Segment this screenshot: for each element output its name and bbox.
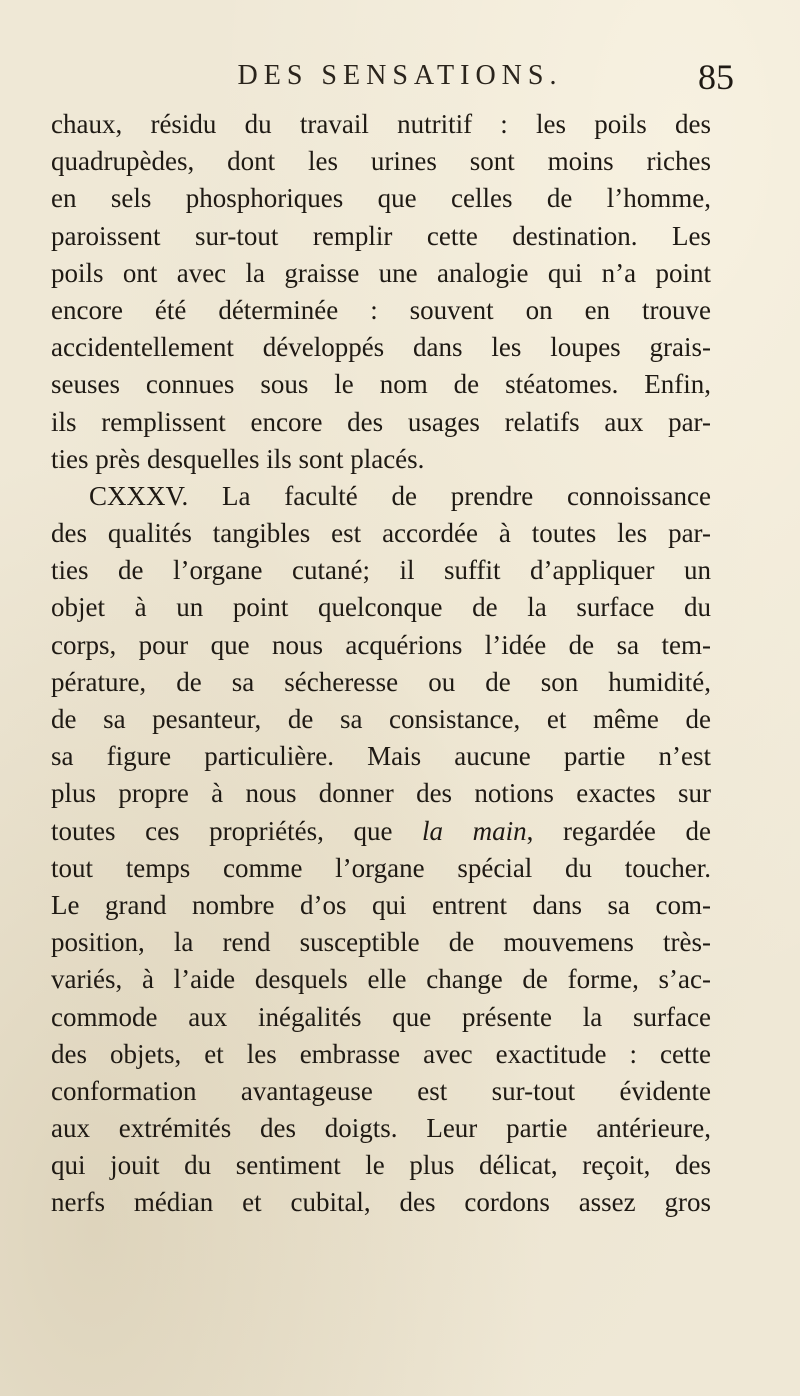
- text-line: ils remplissent encore des usages relatifs aux par-: [51, 406, 711, 437]
- text-line: tout temps comme l’organe spécial du toucher.: [51, 852, 711, 883]
- italic-term: la main: [422, 815, 527, 846]
- text-line: pérature, de sa sécheresse ou de son humidité,: [51, 666, 711, 697]
- paragraph-end-line: ties près desquelles ils sont placés.: [51, 443, 425, 474]
- text-line: chaux, résidu du travail nutritif : les poils des: [51, 109, 711, 139]
- text-line: quadrupèdes, dont les urines sont moins riches: [51, 146, 711, 177]
- text-line: paroissent sur-tout remplir cette destination. Les: [51, 220, 711, 251]
- text-line-with-italic: [51, 813, 711, 850]
- text-segment: toutes ces propriétés, que: [51, 815, 423, 846]
- text-line: poils ont avec la graisse une analogie qui n’a point: [51, 257, 711, 288]
- body-text: [51, 106, 711, 1222]
- section-opening-line: CXXXV. La faculté de prendre connoissance: [89, 480, 711, 511]
- text-line: objet à un point quelconque de la surface du: [51, 592, 711, 623]
- running-head: [50, 57, 734, 98]
- text-line: position, la rend susceptible de mouvemens très-: [51, 927, 711, 958]
- text-segment: , regardée de: [526, 815, 711, 846]
- running-title: DES SENSATIONS.: [237, 60, 563, 91]
- text-line: en sels phosphoriques que celles de l’homme,: [51, 183, 711, 214]
- text-line: sa figure particulière. Mais aucune partie n’est: [51, 741, 711, 772]
- text-line: corps, pour que nous acquérions l’idée de sa tem-: [51, 629, 711, 660]
- text-line: des objets, et les embrasse avec exactitude : cette: [51, 1038, 711, 1069]
- text-line: nerfs médian et cubital, des cordons assez gros: [51, 1187, 711, 1218]
- text-line: qui jouit du sentiment le plus délicat, reçoit, des: [51, 1150, 711, 1181]
- text-line: seuses connues sous le nom de stéatomes. Enfin,: [51, 369, 711, 400]
- text-line: aux extrémités des doigts. Leur partie antérieure,: [51, 1113, 711, 1144]
- text-line: des qualités tangibles est accordée à toutes les par-: [51, 518, 711, 549]
- text-line: commode aux inégalités que présente la surface: [51, 1001, 711, 1032]
- text-line: plus propre à nous donner des notions exactes sur: [51, 778, 711, 809]
- page-number: 85: [698, 57, 734, 97]
- text-line: encore été déterminée : souvent on en trouve: [51, 294, 711, 325]
- text-line: accidentellement développés dans les loupes grais-: [51, 332, 711, 363]
- text-line: Le grand nombre d’os qui entrent dans sa com-: [51, 889, 711, 920]
- text-line: conformation avantageuse est sur-tout évidente: [51, 1075, 711, 1106]
- text-line: ties de l’organe cutané; il suffit d’appliquer un: [51, 555, 711, 586]
- text-line: de sa pesanteur, de sa consistance, et même de: [51, 704, 711, 734]
- text-line: variés, à l’aide desquels elle change de forme, s’ac-: [51, 964, 711, 995]
